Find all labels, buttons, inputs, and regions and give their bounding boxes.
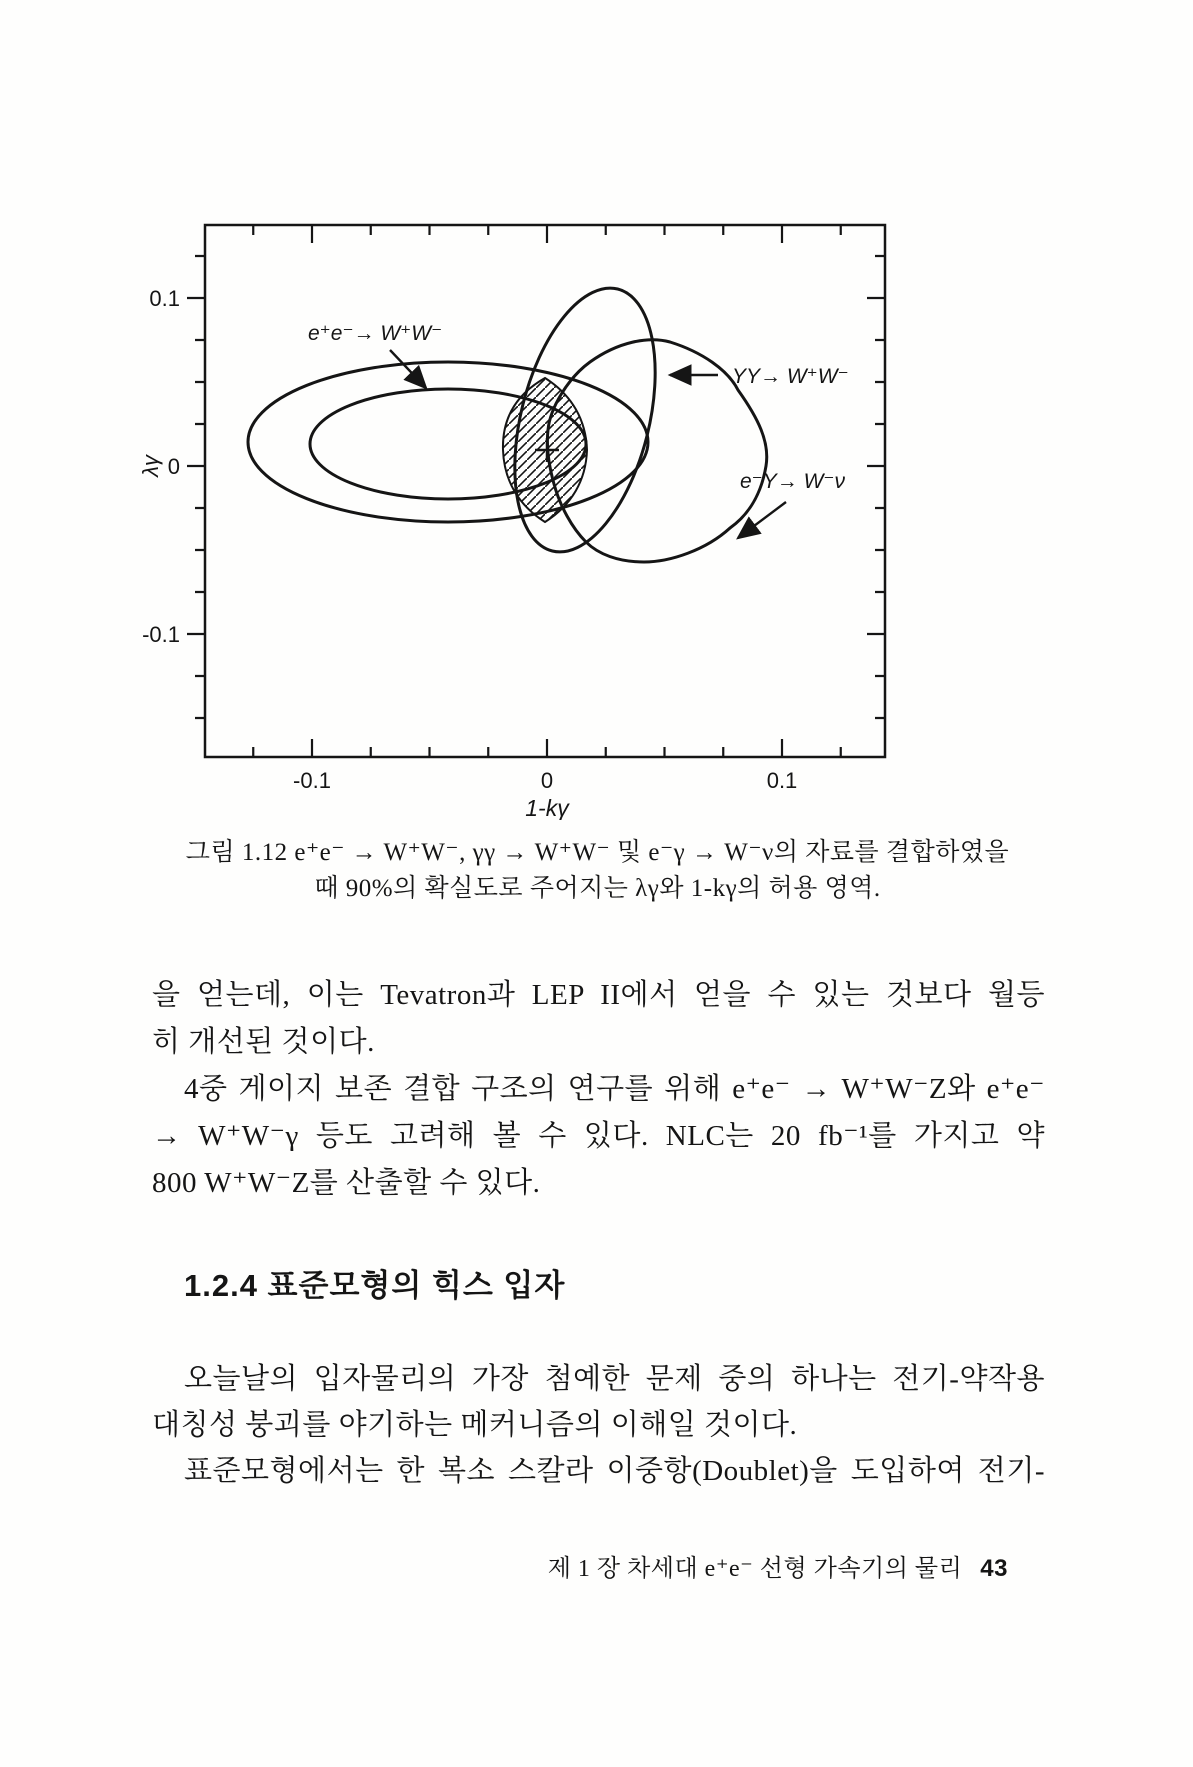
xtick-0: 0 <box>540 768 554 793</box>
label-yy-to-ww: YY→ W⁺W⁻ <box>732 365 849 388</box>
x-axis-title: 1-kγ <box>525 795 569 820</box>
xtick-minus0.1: -0.1 <box>293 768 331 793</box>
body-line: → W⁺W⁻γ 등도 고려해 볼 수 있다. NLC는 20 fb⁻¹를 가지고 약 <box>152 1120 1045 1152</box>
body-line: 대칭성 붕괴를 야기하는 메커니즘의 이해일 것이다. <box>152 1409 798 1441</box>
body-line: 4중 게이지 보존 결합 구조의 연구를 위해 e⁺e⁻ → W⁺W⁻Z와 e⁺e⁻ <box>184 1073 1045 1105</box>
body-line: 표준모형에서는 한 복소 스칼라 이중항(Doublet)을 도입하여 전기- <box>184 1455 1045 1487</box>
body-line: 을 얻는데, 이는 Tevatron과 LEP II에서 얻을 수 있는 것보다 월등 <box>152 979 1045 1011</box>
label-ey-to-wnu: e⁻Y→ W⁻ν <box>740 470 846 493</box>
contour-plot <box>140 190 920 820</box>
figure-caption-line2: 때 90%의 확실도로 주어지는 λγ와 1-kγ의 허용 영역. <box>314 875 881 902</box>
ytick-minus0.1: -0.1 <box>142 622 180 647</box>
y-axis-title: λγ <box>140 455 163 477</box>
ytick-0.1: 0.1 <box>149 286 180 311</box>
body-line: 오늘날의 입자물리의 가장 첨예한 문제 중의 하나는 전기-약작용 <box>184 1363 1045 1395</box>
arrow-ee <box>390 350 426 388</box>
body-line: 히 개선된 것이다. <box>152 1026 375 1058</box>
body-line: 800 W⁺W⁻Z를 산출할 수 있다. <box>152 1167 541 1199</box>
running-title: 제 1 장 차세대 e⁺e⁻ 선형 가속기의 물리 <box>547 1556 963 1582</box>
section-heading: 1.2.4 표준모형의 힉스 입자 <box>184 1268 566 1303</box>
page-footer <box>548 1548 1008 1583</box>
arrow-ey <box>738 502 786 538</box>
xtick-0.1: 0.1 <box>766 768 798 793</box>
label-ee-to-ww: e⁺e⁻→ W⁺W⁻ <box>308 322 443 345</box>
figure-1-12 <box>140 190 920 820</box>
figure-caption-line1: 그림 1.12 e⁺e⁻ → W⁺W⁻, γγ → W⁺W⁻ 및 e⁻γ → W⁻ν의 자료를 결합하였을 <box>185 839 1010 866</box>
page-number: 43 <box>980 1555 1008 1582</box>
ytick-0: 0 <box>167 454 180 479</box>
